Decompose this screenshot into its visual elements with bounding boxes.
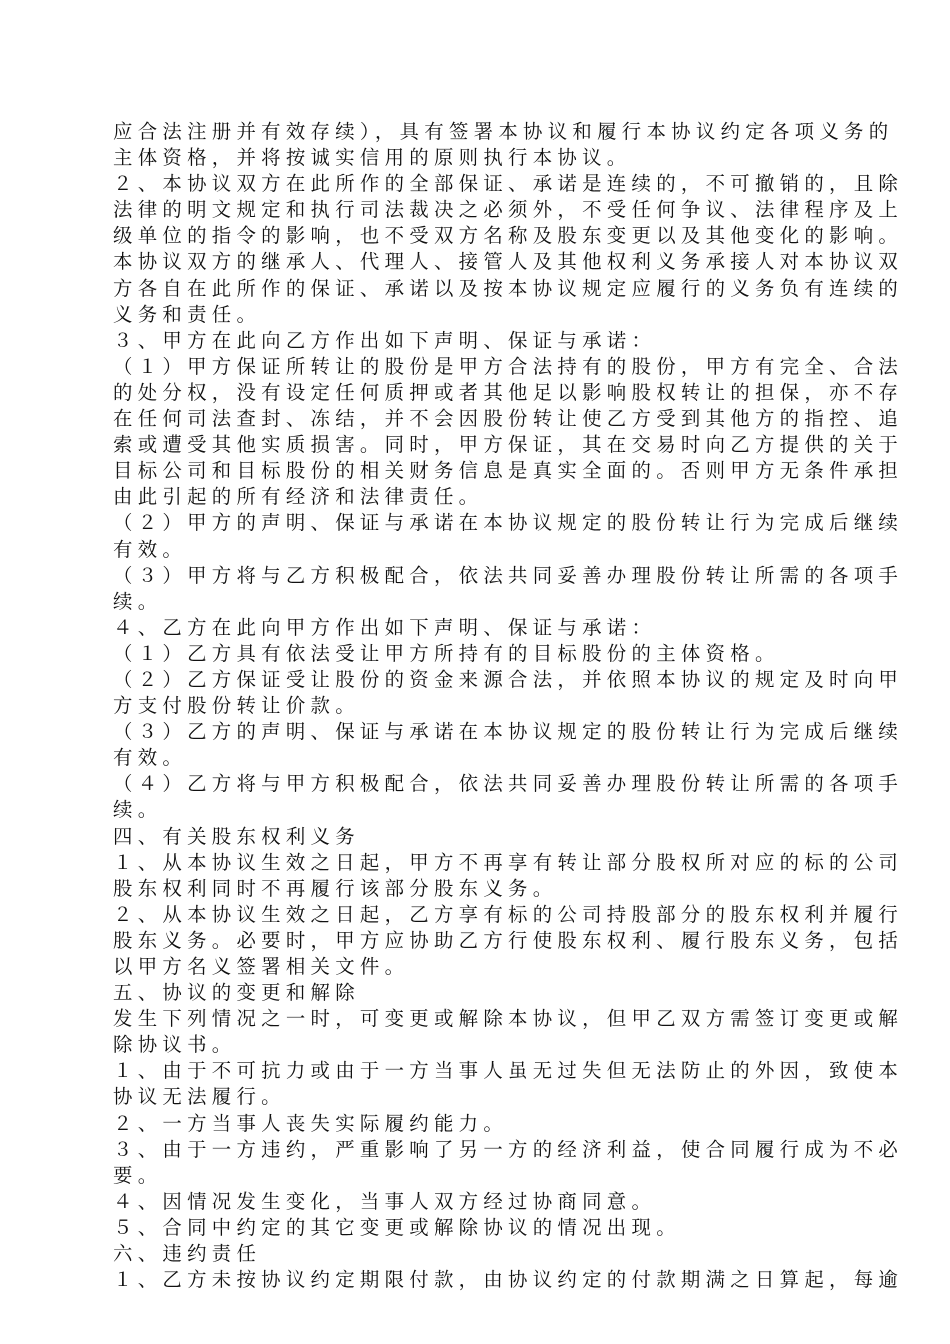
text-line: 目标公司和目标股份的相关财务信息是真实全面的。否则甲方无条件承担 — [113, 459, 904, 483]
text-line: 应合法注册并有效存续），具有签署本协议和履行本协议约定各项义务的 — [113, 120, 894, 143]
text-line: 级单位的指令的影响，也不受双方名称及股东变更以及其他变化的影响。 — [113, 224, 904, 248]
text-line: ４、乙方在此向甲方作出如下声明、保证与承诺： — [113, 615, 657, 639]
text-line: （３）甲方将与乙方积极配合，依法共同妥善办理股份转让所需的各项手 — [113, 563, 904, 587]
text-line: 续。 — [113, 798, 163, 822]
text-line: 续。 — [113, 589, 163, 613]
text-line: 法律的明文规定和执行司法裁决之必须外，不受任何争议、法律程序及上 — [113, 198, 904, 222]
section-heading: 六、违约责任 — [113, 1242, 262, 1266]
text-line: １、从本协议生效之日起，甲方不再享有转让部分股权所对应的标的公司 — [113, 850, 904, 874]
text-line: （１）甲方保证所转让的股份是甲方合法持有的股份，甲方有完全、合法 — [113, 354, 904, 378]
text-line: ５、合同中约定的其它变更或解除协议的情况出现。 — [113, 1215, 681, 1239]
text-line: 在任何司法查封、冻结，并不会因股份转让使乙方受到其他方的指控、追 — [113, 407, 904, 431]
text-line: 除协议书。 — [113, 1033, 237, 1057]
text-line: （３）乙方的声明、保证与承诺在本协议规定的股份转让行为完成后继续 — [113, 720, 904, 744]
text-line: （４）乙方将与甲方积极配合，依法共同妥善办理股份转让所需的各项手 — [113, 772, 904, 796]
text-line: 主体资格，并将按诚实信用的原则执行本协议。 — [113, 146, 632, 170]
text-line: 的处分权，没有设定任何质押或者其他足以影响股权转让的担保，亦不存 — [113, 380, 904, 404]
text-line: ３、甲方在此向乙方作出如下声明、保证与承诺： — [113, 328, 657, 352]
text-line: 要。 — [113, 1163, 163, 1187]
text-line: ２、一方当事人丧失实际履约能力。 — [113, 1111, 509, 1135]
document-body — [113, 119, 904, 1293]
text-line: （１）乙方具有依法受让甲方所持有的目标股份的主体资格。 — [113, 641, 780, 665]
text-line: 发生下列情况之一时，可变更或解除本协议，但甲乙双方需签订变更或解 — [113, 1007, 904, 1031]
text-line: （２）乙方保证受让股份的资金来源合法，并依照本协议的规定及时向甲 — [113, 667, 904, 691]
text-line: 股东义务。必要时，甲方应协助乙方行使股东权利、履行股东义务，包括 — [113, 928, 904, 952]
text-line: ２、从本协议生效之日起，乙方享有标的公司持股部分的股东权利并履行 — [113, 902, 904, 926]
text-line: 有效。 — [113, 537, 188, 561]
section-heading: 五、协议的变更和解除 — [113, 981, 360, 1005]
text-line: １、由于不可抗力或由于一方当事人虽无过失但无法防止的外因，致使本 — [113, 1059, 904, 1083]
text-line: ３、由于一方违约，严重影响了另一方的经济利益，使合同履行成为不必 — [113, 1137, 904, 1161]
text-line: 方支付股份转让价款。 — [113, 694, 360, 718]
text-line: 义务和责任。 — [113, 302, 262, 326]
text-line: 以甲方名义签署相关文件。 — [113, 955, 410, 978]
text-line: ２、本协议双方在此所作的全部保证、承诺是连续的，不可撤销的，且除 — [113, 172, 904, 196]
text-line: 方各自在此所作的保证、承诺以及按本协议规定应履行的义务负有连续的 — [113, 276, 904, 300]
section-heading: 四、有关股东权利义务 — [113, 824, 360, 848]
text-line: （２）甲方的声明、保证与承诺在本协议规定的股份转让行为完成后继续 — [113, 511, 904, 535]
text-line: ４、因情况发生变化，当事人双方经过协商同意。 — [113, 1189, 657, 1213]
text-line: 协议无法履行。 — [113, 1085, 286, 1109]
text-line: 由此引起的所有经济和法律责任。 — [113, 485, 484, 509]
text-line: 股东权利同时不再履行该部分股东义务。 — [113, 876, 558, 900]
text-line: 本协议双方的继承人、代理人、接管人及其他权利义务承接人对本协议双 — [113, 250, 904, 274]
text-line: 有效。 — [113, 746, 188, 770]
text-line: 索或遭受其他实质损害。同时，甲方保证，其在交易时向乙方提供的关于 — [113, 433, 904, 457]
text-line: １、乙方未按协议约定期限付款，由协议约定的付款期满之日算起，每逾 — [113, 1268, 904, 1292]
